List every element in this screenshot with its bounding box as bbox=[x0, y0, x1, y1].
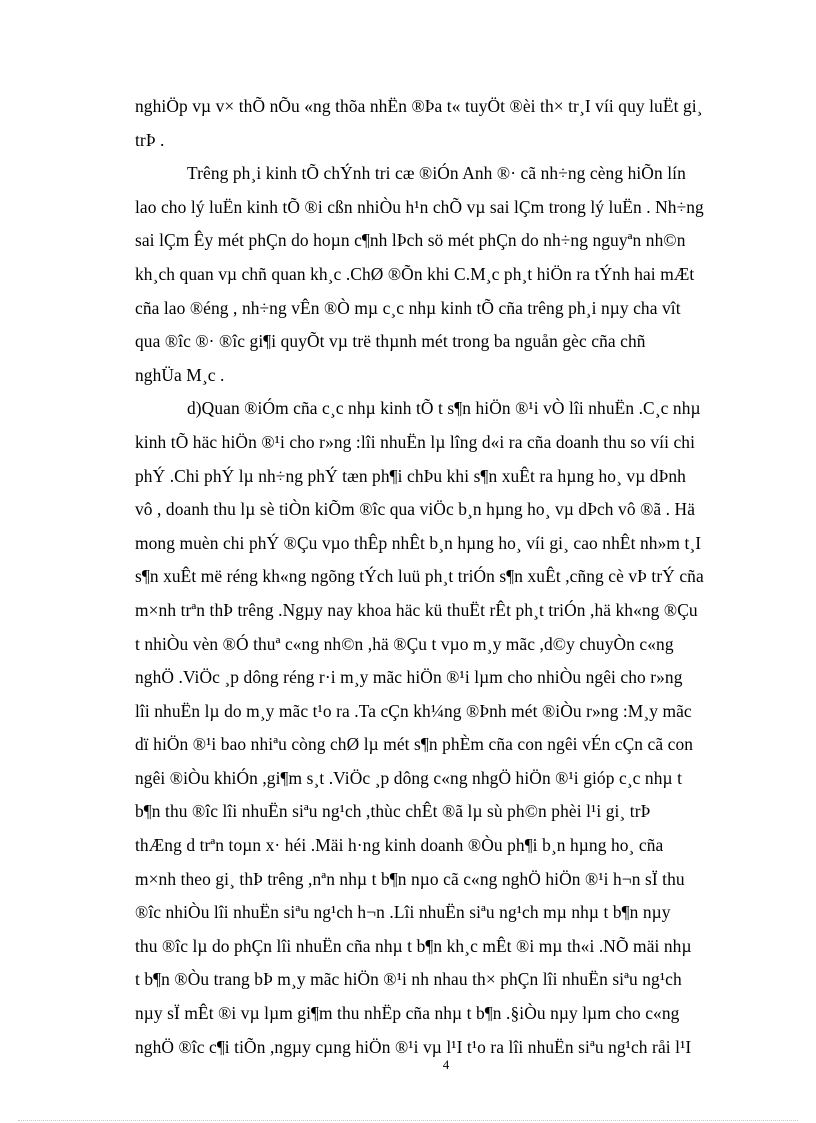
text-line: trÞ . bbox=[135, 129, 165, 150]
text-line: b¶n thu ®îc lîi nhuËn siªu ng¹ch ,thùc chÊt ®ã lµ sù ph©n phèi l¹i gi¸ trÞ bbox=[135, 801, 651, 822]
text-line: kinh tÕ häc hiÖn ®¹i cho r»ng :lîi nhuËn lµ lîng d«i ra cña doanh thu so víi chi bbox=[135, 431, 696, 452]
text-line: kh¸ch quan vµ chñ quan kh¸c .ChØ ®Õn khi C.M¸c ph¸t hiÖn ra tÝnh hai mÆt bbox=[135, 263, 695, 284]
text-line: nghÜa M¸c . bbox=[135, 364, 225, 385]
text-line: t nhiÒu vèn ®Ó thuª c«ng nh©n ,hä ®Çu t vµo m¸y mãc ,d©y chuyÒn c«ng bbox=[135, 633, 674, 654]
text-line: nghÖ ®îc c¶i tiÕn ,ngµy cµng hiÖn ®¹i vµ l¹I t¹o ra lîi nhuËn siªu ng¹ch råi l¹I bbox=[135, 1036, 692, 1057]
text-line: ®îc nhiÒu lîi nhuËn siªu ng¹ch h¬n .Lîi nhuËn siªu ng¹ch mµ nhµ t b¶n nµy bbox=[135, 902, 671, 923]
text-line: qua ®îc ®· ®îc gi¶i quyÕt vµ trë thµnh mét trong ba nguån gèc cña chñ bbox=[135, 331, 646, 352]
text-line: mong muèn chi phÝ ®Çu vµo thÊp nhÊt b¸n hµng ho¸ víi gi¸ cao nhÊt nh»m t¸I bbox=[135, 532, 702, 553]
text-line: thu ®îc lµ do phÇn lîi nhuËn cña nhµ t b¶n kh¸c mÊt ®i mµ th«i .NÕ mäi nhµ bbox=[135, 935, 692, 956]
text-line: ngêi ®iÒu khiÓn ,gi¶m s¸t .ViÖc ¸p dông c«ng nhgÖ hiÖn ®¹i gióp c¸c nhµ t bbox=[135, 767, 683, 788]
text-line: s¶n xuÊt më réng kh«ng ngõng tÝch luü ph¸t triÓn s¶n xuÊt ,cñng cè vÞ trÝ cña bbox=[135, 566, 704, 587]
text-line: nµy sÏ mÊt ®i vµ lµm gi¶m thu nhËp cña nhµ t b¶n .§iÒu nµy lµm cho c«ng bbox=[135, 1003, 680, 1024]
text-line: m×nh trªn thÞ trêng .Ngµy nay khoa häc kü thuËt rÊt ph¸t triÓn ,hä kh«ng ®Çu bbox=[135, 599, 698, 620]
body-text bbox=[135, 90, 760, 1064]
text-line: thÆng d trªn toµn x· héi .Mäi h·ng kinh doanh ®Òu ph¶i b¸n hµng ho¸ cña bbox=[135, 835, 664, 856]
text-line: t b¶n ®Òu trang bÞ m¸y mãc hiÖn ®¹i nh nhau th× phÇn lîi nhuËn siªu ng¹ch bbox=[135, 969, 682, 990]
text-line: nghÖ .ViÖc ¸p dông réng r·i m¸y mãc hiÖn ®¹i lµm cho nhiÒu ngêi cho r»ng bbox=[135, 667, 683, 688]
text-line: phÝ .Chi phÝ lµ nh÷ng phÝ tæn ph¶i chÞu khi s¶n xuÊt ra hµng ho¸ vµ dÞnh bbox=[135, 465, 686, 486]
text-line: lîi nhuËn lµ do m¸y mãc t¹o ra .Ta cÇn kh¼ng ®Þnh mét ®iÒu r»ng :M¸y mãc bbox=[135, 700, 692, 721]
text-line: cña lao ®éng , nh÷ng vÊn ®Ò mµ c¸c nhµ kinh tÕ cña trêng ph¸i nµy cha vît bbox=[135, 297, 681, 318]
page-number: 4 bbox=[442, 1057, 450, 1072]
text-line: sai lÇm Êy mét phÇn do hoµn c¶nh lÞch sö mét phÇn do nh÷ng nguyªn nh©n bbox=[135, 230, 686, 251]
text-line: lao cho lý luËn kinh tÕ ®i cßn nhiÒu h¹n chÕ vµ sai lÇm trong lý luËn . Nh÷ng bbox=[135, 196, 704, 217]
text-line: m×nh theo gi¸ thÞ trêng ,nªn nhµ t b¶n nµo cã c«ng nghÖ hiÖn ®¹i h¬n sÏ thu bbox=[135, 868, 685, 889]
text-line: Trêng ph¸i kinh tÕ chÝnh tri cæ ®iÓn Anh ®· cã nh÷ng cèng hiÕn lín bbox=[187, 163, 686, 184]
page-bottom-rule bbox=[18, 1120, 798, 1121]
text-line: nghiÖp vµ v× thÕ nÕu «ng thõa nhËn ®Þa t« tuyÖt ®èi th× tr¸I víi quy luËt gi¸ bbox=[135, 96, 703, 116]
text-line: d)Quan ®iÓm cña c¸c nhµ kinh tÕ t s¶n hiÖn ®¹i vÒ lîi nhuËn .C¸c nhµ bbox=[187, 398, 701, 419]
text-line: vô , doanh thu lµ sè tiÒn kiÕm ®îc qua viÖc b¸n hµng ho¸ vµ dÞch vô ®ã . Hä bbox=[135, 499, 696, 520]
text-line: dï hiÖn ®¹i bao nhiªu còng chØ lµ mét s¶n phÈm cña con ngêi vÉn cÇn cã con bbox=[135, 734, 694, 755]
